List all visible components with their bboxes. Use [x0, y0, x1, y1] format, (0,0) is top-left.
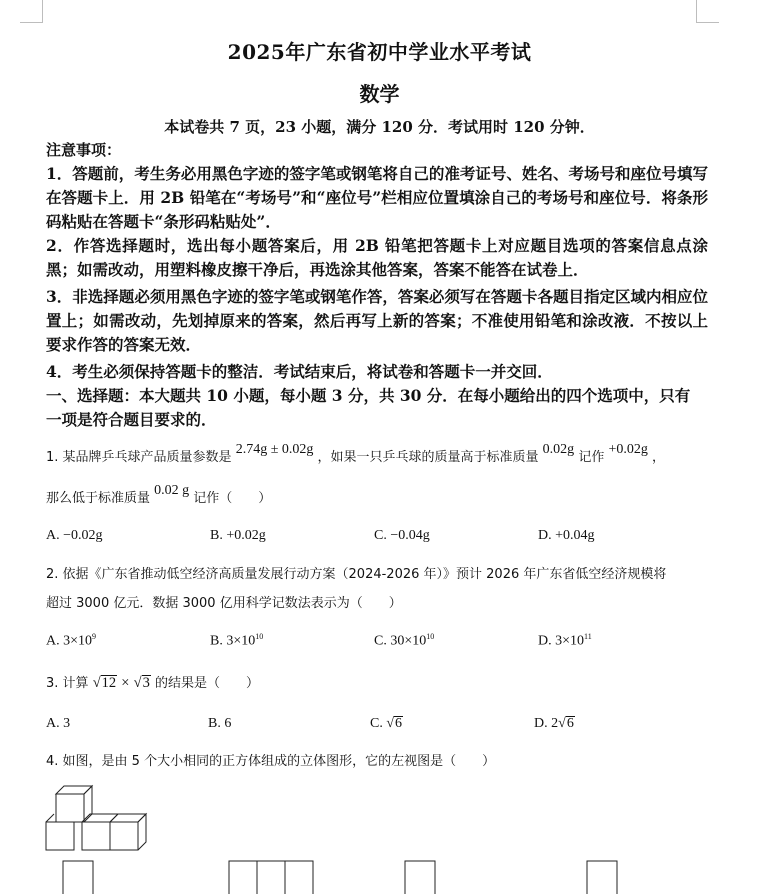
q2-option-b: B. $3\times 10^{10}$ — [210, 632, 264, 649]
q3-option-b: B. 6 — [208, 716, 232, 731]
question-2-line-1: 2. 依据《广东省推动低空经济高质量发展行动方案（2024-2026 年）》预计 2026 年广东省低空经济规模将 — [46, 567, 667, 582]
notice-item-1: 1．答题前，考生务必用黑色字迹的签字笔或钢笔将自己的准考证号、姓名、考场号和座位号填写在答题卡上．用 2B 铅笔在“考场号”和“座位号”栏相应位置填涂自己的考场号和座位号．将条形码粘贴在答题卡“条形码粘贴处”． — [46, 164, 708, 231]
section-1-line-2: 一项是符合题目要求的． — [46, 410, 217, 429]
exam-title: 2025年广东省初中学业水平考试 — [227, 40, 532, 64]
q3-option-a: A. 3 — [46, 716, 71, 731]
q3-option-c: C. √6 — [370, 716, 403, 731]
q1-option-d: D. +0.04g — [538, 528, 595, 543]
q1-math-plus: +0.02g — [608, 442, 648, 457]
notice-heading: 注意事项： — [46, 141, 122, 159]
q1-text-a: 1. 某品牌乒乓球产品质量参数是 — [46, 450, 232, 465]
section-1-line-1: 一、选择题：本大题共 10 小题，每小题 3 分，共 30 分．在每小题给出的四个选项中，只有 — [46, 386, 691, 405]
exam-info: 本试卷共 7 页，23 小题，满分 120 分．考试用时 120 分钟． — [164, 118, 595, 136]
q1-math-below: 0.02 g — [154, 483, 190, 498]
question-2-line-2: 超过 3000 亿元．数据 3000 亿用科学记数法表示为（ ） — [46, 596, 402, 611]
q4-option-a-view — [62, 860, 96, 894]
q1-option-b: B. +0.02g — [210, 528, 266, 543]
question-1-line-2 — [46, 483, 716, 509]
crop-mark-top-right — [696, 0, 719, 23]
question-1-line-1 — [46, 442, 716, 468]
notice-item-2: 2．作答选择题时，选出每小题答案后，用 2B 铅笔把答题卡上对应题目选项的答案信息点涂黑；如需改动，用塑料橡皮擦干净后，再选涂其他答案，答案不能答在试卷上． — [46, 236, 708, 279]
q2-option-a: A. $3\times 10^9$ — [46, 632, 97, 649]
q1-text-c: 记作 — [578, 450, 605, 465]
crop-mark-top-left — [20, 0, 43, 23]
q3-sqrt-3: √3 — [133, 675, 150, 691]
q3-sqrt-12: √12 — [92, 675, 117, 691]
q1-option-c: C. −0.04g — [374, 528, 430, 543]
q1-text-b: ，如果一只乒乓球的质量高于标准质量 — [317, 450, 539, 465]
q1-text-e: 那么低于标准质量 — [46, 491, 151, 506]
q2-option-d: D. $3\times 10^{11}$ — [538, 632, 592, 649]
q1-math-diff: 0.02g — [542, 442, 575, 457]
q4-option-c-view — [404, 860, 438, 894]
q1-text-f: 记作（ ） — [193, 491, 272, 506]
notice-item-4: 4．考生必须保持答题卡的整洁．考试结束后，将试卷和答题卡一并交回． — [46, 362, 553, 381]
q1-math-parameter: 2.74g ± 0.02g — [235, 442, 314, 457]
notice-item-3: 3．非选择题必须用黑色字迹的签字笔或钢笔作答，答案必须写在答题卡各题目指定区域内相应位置上；如需改动，先划掉原来的答案，然后再写上新的答案；不准使用铅笔和涂改液．不按以上要求作答的答案无效． — [46, 287, 708, 354]
question-3: 3. 计算 √12 × √3 的结果是（ ） — [46, 675, 259, 691]
q1-option-a: A. −0.02g — [46, 528, 103, 543]
q4-cube-figure — [40, 780, 150, 860]
q4-option-b-view — [228, 860, 320, 894]
q1-text-d: ， — [652, 450, 666, 465]
question-4: 4. 如图，是由 5 个大小相同的正方体组成的立体图形，它的左视图是（ ） — [46, 754, 496, 769]
q3-option-d: D. 2√6 — [534, 716, 574, 731]
q2-option-c: C. $30\times 10^{10}$ — [374, 632, 435, 649]
exam-subject: 数学 — [359, 82, 400, 106]
q4-option-d-view — [586, 860, 620, 894]
